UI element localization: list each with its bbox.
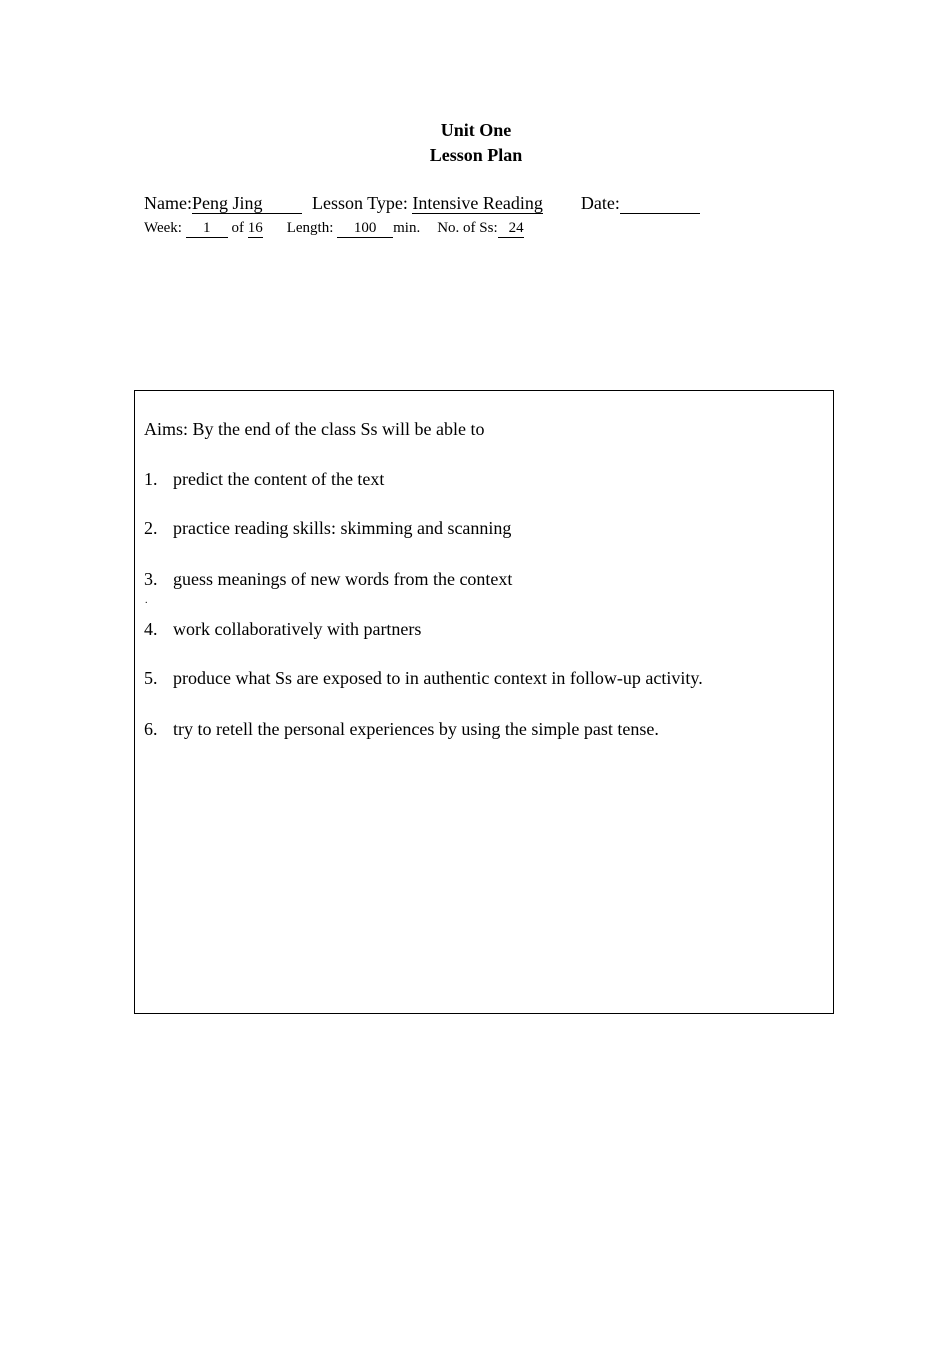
aim-number: 4. [144, 619, 158, 639]
unit-title: Unit One [440, 120, 512, 140]
aim-item [144, 569, 512, 590]
lesson-info-row [144, 193, 700, 214]
lesson-type-value: Intensive Reading [412, 193, 543, 213]
students-value: 24 [508, 220, 524, 236]
lesson-details-row [144, 220, 524, 238]
aims-heading: Aims: By the end of the class Ss will be able to [144, 419, 485, 439]
aim-number: 2. [144, 518, 158, 538]
lesson-type-label: Lesson Type: [311, 193, 408, 213]
week-value: 1 [202, 220, 211, 236]
date-field [620, 194, 700, 214]
aim-number: 6. [144, 719, 158, 739]
students-label: No. of Ss: [437, 220, 498, 236]
lesson-type-field [412, 194, 542, 214]
aim-text: work collaboratively with partners [173, 619, 422, 639]
document-header [0, 118, 952, 168]
aim-text: produce what Ss are exposed to in authentic context in follow-up activity. [173, 668, 703, 688]
week-of-label: of [231, 220, 244, 236]
aim-number: 5. [144, 668, 158, 688]
week-total-field [248, 221, 263, 238]
aim-number: 3. [144, 569, 158, 589]
aim-item [144, 668, 703, 689]
aim-text: try to retell the personal experiences by using the simple past tense. [173, 719, 659, 739]
aims-box [134, 390, 834, 1014]
aim-text: guess meanings of new words from the context [173, 569, 513, 589]
date-label: Date: [580, 193, 620, 213]
aim-item [144, 719, 659, 740]
week-field [186, 221, 228, 238]
name-label: Name: [144, 193, 192, 213]
aim-item [144, 619, 421, 640]
week-total-value: 16 [247, 220, 263, 236]
students-field [498, 221, 524, 238]
length-value: 100 [353, 220, 377, 236]
length-field [337, 221, 393, 238]
aim-text: predict the content of the text [173, 469, 385, 489]
aim-number: 1. [144, 469, 158, 489]
aim-text: practice reading skills: skimming and scanning [173, 518, 512, 538]
name-value: Peng Jing [191, 193, 263, 213]
length-label: Length: [286, 220, 334, 236]
week-label: Week: [144, 220, 182, 236]
stray-dot-mark: . [145, 595, 148, 606]
aim-item [144, 518, 511, 539]
lesson-plan-title: Lesson Plan [429, 145, 523, 165]
length-unit: min. [393, 220, 421, 236]
aim-item [144, 469, 384, 490]
name-field [192, 194, 302, 214]
